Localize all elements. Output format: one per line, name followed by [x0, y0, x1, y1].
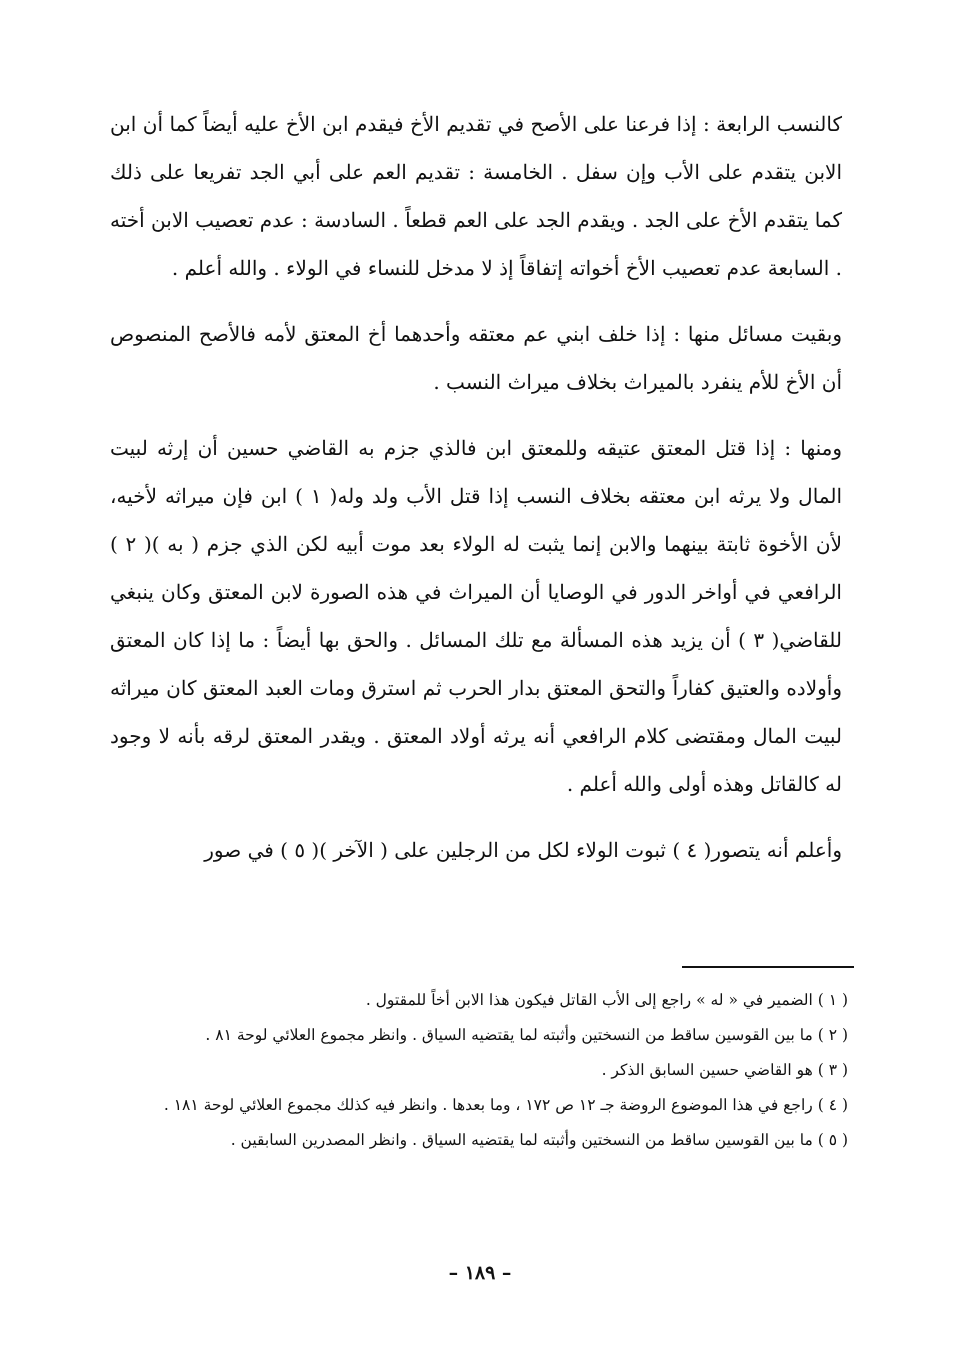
paragraph: وبقيت مسائل منها : إذا خلف ابني عم معتقه وأحدهما أخ المعتق لأمه فالأصح المنصوص أن الأخ للأم ينفرد بالميراث بخلاف ميراث النسب .	[110, 322, 842, 394]
footnote: ( ٥ ) ما بين القوسين ساقط من النسختين وأثبته لما يقتضيه السياق . وانظر المصدرين السابقين .	[230, 1131, 848, 1149]
main-text-body	[110, 100, 842, 892]
footnote: ( ١ ) الضمير في « له » راجع إلى الأب القاتل فيكون هذا الابن أخاً للمقتول .	[365, 991, 848, 1009]
footnote: ( ٣ ) هو القاضي حسين السابق الذكر .	[601, 1061, 848, 1079]
footnote: ( ٤ ) راجع في هذا الموضوع الروضة جـ ١٢ ص ١٧٢ ، وما بعدها . وانظر فيه كذلك مجموع العلائي لوحة ١٨١ .	[163, 1096, 848, 1114]
paragraph: وأعلم أنه يتصور( ٤ ) ثبوت الولاء لكل من الرجلين على ( الآخر )( ٥ ) في صور	[204, 838, 842, 862]
footnote-divider	[682, 966, 854, 968]
paragraph: كالنسب الرابعة : إذا فرعنا على الأصح في تقديم الأخ فيقدم ابن الأخ عليه أيضاً كما أن ابن الابن يتقدم على الأب وإن سفل . الخامسة : تقديم العم على أبي الجد تفريعا على ذلك كما يتقدم الأخ على الجد . ويقدم الجد على العم قطعاً . السادسة : عدم تعصيب الابن أخته . السابعة عدم تعصيب الأخ أخواته إتفاقاً إذ لا مدخل للنساء في الولاء . والله أعلم .	[110, 112, 842, 280]
footnotes-section	[110, 984, 848, 1159]
page-number: – ١٨٩ –	[448, 1262, 512, 1284]
footnote: ( ٢ ) ما بين القوسين ساقط من النسختين وأثبته لما يقتضيه السياق . وانظر مجموع العلائي لوحة ٨١ .	[205, 1026, 848, 1044]
paragraph: ومنها : إذا قتل المعتق عتيقه وللمعتق ابن فالذي جزم به القاضي حسين أن إرثه لبيت المال ولا يرثه ابن معتقه بخلاف النسب إذا قتل الأب ولد وله( ١ ) ابن فإن ميراثه لأخيه، لأن الأخوة ثابتة بينهما والابن إنما يثبت له الولاء بعد موت أبيه لكن الذي جزم ( به )( ٢ ) الرافعي في أواخر الدور في الوصايا أن الميراث في هذه الصورة لابن المعتق وكان ينبغي للقاضي( ٣ ) أن يزيد هذه المسألة مع تلك المسائل . والحق بها أيضاً : ما إذا كان المعتق وأولاده والعتيق كفاراً والتحق المعتق بدار الحرب ثم استرق ومات العبد المعتق كان ميراثه لبيت المال ومقتضى كلام الرافعي أنه يرثه أولاد المعتق . ويقدر المعتق لرقه بأنه لا وجود له كالقاتل وهذه أولى والله أعلم .	[110, 436, 843, 796]
